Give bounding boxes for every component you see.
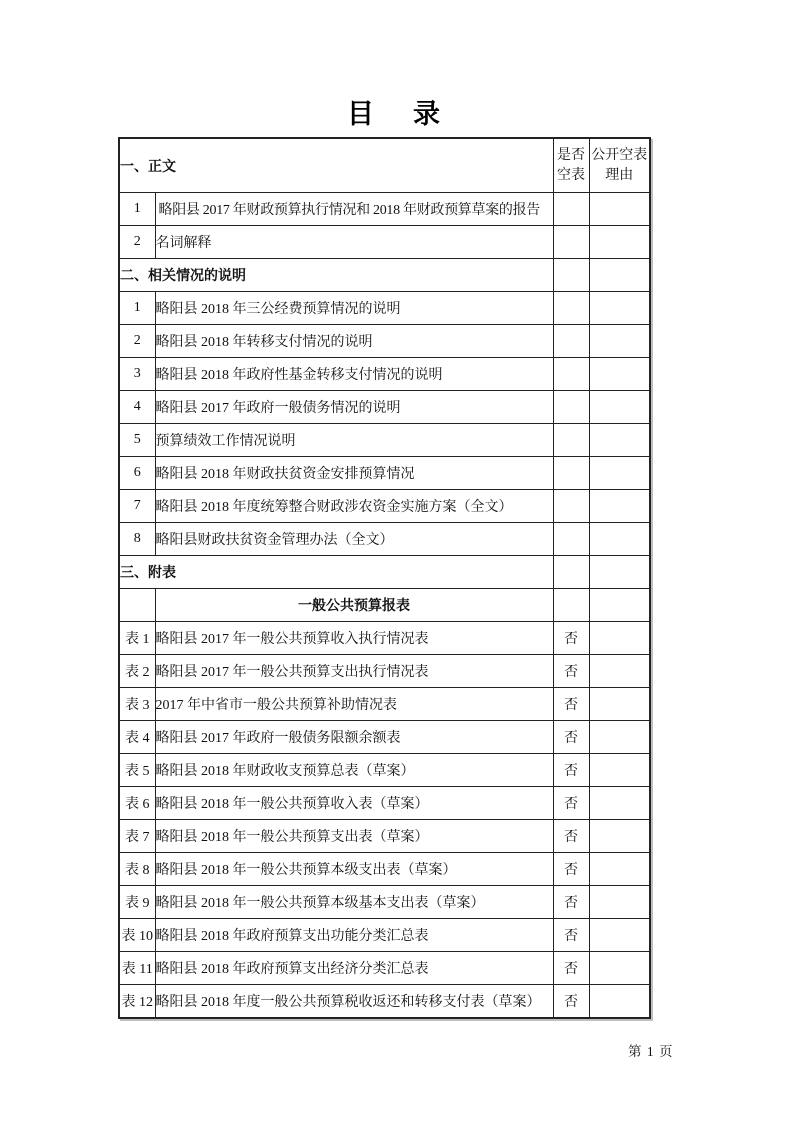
row-title-cell: 略阳县 2018 年三公经费预算情况的说明	[155, 292, 553, 325]
is-empty-flag-cell	[553, 259, 589, 292]
row-title-cell: 预算绩效工作情况说明	[155, 424, 553, 457]
toc-row	[119, 688, 650, 721]
toc-row	[119, 325, 650, 358]
row-number-cell: 表 7	[119, 820, 155, 853]
row-number-cell: 表 10	[119, 919, 155, 952]
toc-row	[119, 985, 650, 1019]
toc-table	[118, 137, 651, 1019]
row-number-cell: 表 2	[119, 655, 155, 688]
toc-row	[119, 919, 650, 952]
row-number-cell: 2	[119, 325, 155, 358]
row-title-cell: 略阳县 2018 年度一般公共预算税收返还和转移支付表（草案）	[155, 985, 553, 1019]
toc-row	[119, 820, 650, 853]
row-title-cell: 略阳县 2018 年一般公共预算收入表（草案）	[155, 787, 553, 820]
toc-table-body	[119, 193, 650, 1019]
row-number-cell	[119, 589, 155, 622]
toc-row	[119, 490, 650, 523]
reason-cell	[589, 457, 650, 490]
is-empty-flag-cell	[553, 523, 589, 556]
section-heading: 三、附表	[119, 556, 553, 589]
row-title-cell: 略阳县 2018 年政府预算支出经济分类汇总表	[155, 952, 553, 985]
reason-cell	[589, 985, 650, 1019]
page-title: 目 录	[347, 99, 446, 129]
is-empty-flag-cell	[553, 358, 589, 391]
row-title-cell: 略阳县 2018 年政府预算支出功能分类汇总表	[155, 919, 553, 952]
column-header-is-empty-line1: 是否	[557, 147, 585, 163]
section-row	[119, 259, 650, 292]
toc-row	[119, 787, 650, 820]
is-empty-flag-cell	[553, 589, 589, 622]
toc-row	[119, 391, 650, 424]
reason-cell	[589, 391, 650, 424]
row-number-cell: 5	[119, 424, 155, 457]
row-number-cell: 7	[119, 490, 155, 523]
section-heading-main: 一、正文	[119, 138, 553, 193]
reason-cell	[589, 886, 650, 919]
section-heading: 二、相关情况的说明	[119, 259, 553, 292]
row-number-cell: 4	[119, 391, 155, 424]
is-empty-flag-cell: 否	[553, 622, 589, 655]
toc-row	[119, 457, 650, 490]
page-number-value: 1	[646, 1044, 655, 1059]
row-title-cell: 略阳县 2018 年一般公共预算支出表（草案）	[155, 820, 553, 853]
subheader-title: 一般公共预算报表	[155, 589, 553, 622]
reason-cell	[589, 193, 650, 226]
row-title-cell: 略阳县 2018 年一般公共预算本级支出表（草案）	[155, 853, 553, 886]
row-number-cell: 表 8	[119, 853, 155, 886]
toc-row	[119, 952, 650, 985]
row-title-cell: 略阳县 2017 年政府一般债务情况的说明	[155, 391, 553, 424]
is-empty-flag-cell	[553, 490, 589, 523]
toc-row	[119, 721, 650, 754]
is-empty-flag-cell	[553, 193, 589, 226]
row-number-cell: 6	[119, 457, 155, 490]
row-number-cell: 表 12	[119, 985, 155, 1019]
is-empty-flag-cell	[553, 391, 589, 424]
column-header-reason-line1: 公开空表	[591, 147, 648, 163]
is-empty-flag-cell: 否	[553, 820, 589, 853]
is-empty-flag-cell	[553, 556, 589, 589]
row-number-cell: 8	[119, 523, 155, 556]
toc-row	[119, 754, 650, 787]
toc-row	[119, 292, 650, 325]
is-empty-flag-cell	[553, 457, 589, 490]
column-header-is-empty-table	[553, 138, 589, 193]
is-empty-flag-cell: 否	[553, 721, 589, 754]
row-title-cell: 略阳县 2018 年转移支付情况的说明	[155, 325, 553, 358]
page-number-suffix: 页	[659, 1044, 674, 1059]
reason-cell	[589, 589, 650, 622]
row-title-cell: 略阳县 2017 年一般公共预算支出执行情况表	[155, 655, 553, 688]
toc-row	[119, 622, 650, 655]
toc-row	[119, 424, 650, 457]
row-number-cell: 2	[119, 226, 155, 259]
reason-cell	[589, 259, 650, 292]
reason-cell	[589, 655, 650, 688]
is-empty-flag-cell: 否	[553, 952, 589, 985]
toc-row	[119, 886, 650, 919]
toc-row	[119, 523, 650, 556]
reason-cell	[589, 556, 650, 589]
is-empty-flag-cell: 否	[553, 919, 589, 952]
row-title-cell: 略阳县 2017 年财政预算执行情况和 2018 年财政预算草案的报告	[155, 193, 553, 226]
is-empty-flag-cell: 否	[553, 787, 589, 820]
reason-cell	[589, 325, 650, 358]
toc-row	[119, 853, 650, 886]
is-empty-flag-cell: 否	[553, 754, 589, 787]
subheader-row	[119, 589, 650, 622]
row-title-cell: 略阳县 2018 年财政扶贫资金安排预算情况	[155, 457, 553, 490]
is-empty-flag-cell	[553, 292, 589, 325]
reason-cell	[589, 952, 650, 985]
toc-row	[119, 226, 650, 259]
reason-cell	[589, 292, 650, 325]
row-title-cell: 略阳县财政扶贫资金管理办法（全文）	[155, 523, 553, 556]
is-empty-flag-cell: 否	[553, 886, 589, 919]
is-empty-flag-cell: 否	[553, 985, 589, 1019]
reason-cell	[589, 688, 650, 721]
reason-cell	[589, 787, 650, 820]
reason-cell	[589, 424, 650, 457]
reason-cell	[589, 853, 650, 886]
row-number-cell: 1	[119, 193, 155, 226]
reason-cell	[589, 820, 650, 853]
toc-row	[119, 358, 650, 391]
reason-cell	[589, 622, 650, 655]
section-row	[119, 556, 650, 589]
row-title-cell: 略阳县 2017 年一般公共预算收入执行情况表	[155, 622, 553, 655]
column-header-reason	[589, 138, 650, 193]
row-title-cell: 略阳县 2018 年一般公共预算本级基本支出表（草案）	[155, 886, 553, 919]
column-header-is-empty-line2: 空表	[557, 167, 585, 183]
reason-cell	[589, 919, 650, 952]
page-number	[628, 1040, 674, 1060]
row-number-cell: 表 3	[119, 688, 155, 721]
reason-cell	[589, 754, 650, 787]
row-number-cell: 表 6	[119, 787, 155, 820]
column-header-reason-line2: 理由	[605, 167, 634, 183]
page-number-prefix: 第	[628, 1044, 643, 1059]
is-empty-flag-cell	[553, 424, 589, 457]
reason-cell	[589, 490, 650, 523]
row-number-cell: 表 9	[119, 886, 155, 919]
reason-cell	[589, 358, 650, 391]
is-empty-flag-cell	[553, 226, 589, 259]
table-header-row	[119, 138, 650, 193]
is-empty-flag-cell	[553, 325, 589, 358]
row-number-cell: 1	[119, 292, 155, 325]
toc-row	[119, 193, 650, 226]
row-number-cell: 表 1	[119, 622, 155, 655]
reason-cell	[589, 226, 650, 259]
toc-row	[119, 655, 650, 688]
row-title-cell: 略阳县 2018 年度统筹整合财政涉农资金实施方案（全文）	[155, 490, 553, 523]
row-number-cell: 3	[119, 358, 155, 391]
row-title-cell: 名词解释	[155, 226, 553, 259]
is-empty-flag-cell: 否	[553, 655, 589, 688]
is-empty-flag-cell: 否	[553, 853, 589, 886]
row-number-cell: 表 11	[119, 952, 155, 985]
row-title-cell: 略阳县 2017 年政府一般债务限额余额表	[155, 721, 553, 754]
row-title-cell: 2017 年中省市一般公共预算补助情况表	[155, 688, 553, 721]
is-empty-flag-cell: 否	[553, 688, 589, 721]
reason-cell	[589, 523, 650, 556]
row-title-cell: 略阳县 2018 年政府性基金转移支付情况的说明	[155, 358, 553, 391]
reason-cell	[589, 721, 650, 754]
row-number-cell: 表 4	[119, 721, 155, 754]
row-number-cell: 表 5	[119, 754, 155, 787]
row-title-cell: 略阳县 2018 年财政收支预算总表（草案）	[155, 754, 553, 787]
